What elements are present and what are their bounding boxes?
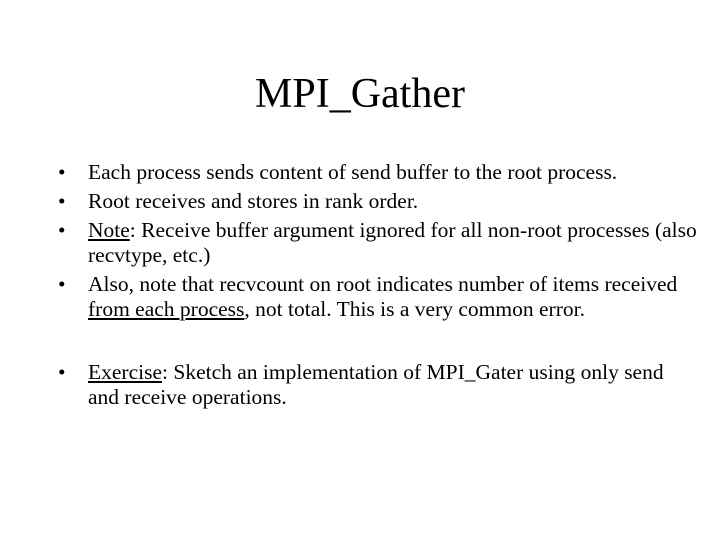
bullet-item-root-receives bbox=[58, 189, 698, 214]
bullet-list bbox=[58, 160, 698, 414]
bullet-item-send bbox=[58, 160, 698, 185]
note-label: Note bbox=[88, 218, 130, 242]
bullet-dot: • bbox=[58, 218, 66, 242]
bullet-item-recvcount bbox=[58, 272, 698, 322]
slide-title: MPI_Gather bbox=[255, 71, 465, 117]
exercise-label: Exercise bbox=[88, 360, 163, 384]
bullet-dot: • bbox=[58, 272, 66, 296]
bullet-text: Root receives and stores in rank order. bbox=[88, 189, 419, 213]
bullet-text: : Sketch an implementation of MPI_Gater using only send and receive operations. bbox=[88, 360, 664, 409]
bullet-text: Each process sends content of send buffer to the root process. bbox=[88, 160, 618, 184]
bullet-text: : Receive buffer argument ignored for all non-root processes (also recvtype, etc.) bbox=[88, 218, 697, 267]
bullet-item-note bbox=[58, 218, 698, 268]
bullet-dot: • bbox=[58, 160, 66, 184]
bullet-item-exercise bbox=[58, 360, 698, 410]
bullet-dot: • bbox=[58, 189, 66, 213]
underlined-phrase: from each process bbox=[88, 297, 245, 321]
bullet-dot: • bbox=[58, 360, 66, 384]
bullet-text-post: , not total. This is a very common error. bbox=[244, 297, 585, 321]
bullet-text-pre: Also, note that recvcount on root indicates number of items received bbox=[88, 272, 678, 296]
